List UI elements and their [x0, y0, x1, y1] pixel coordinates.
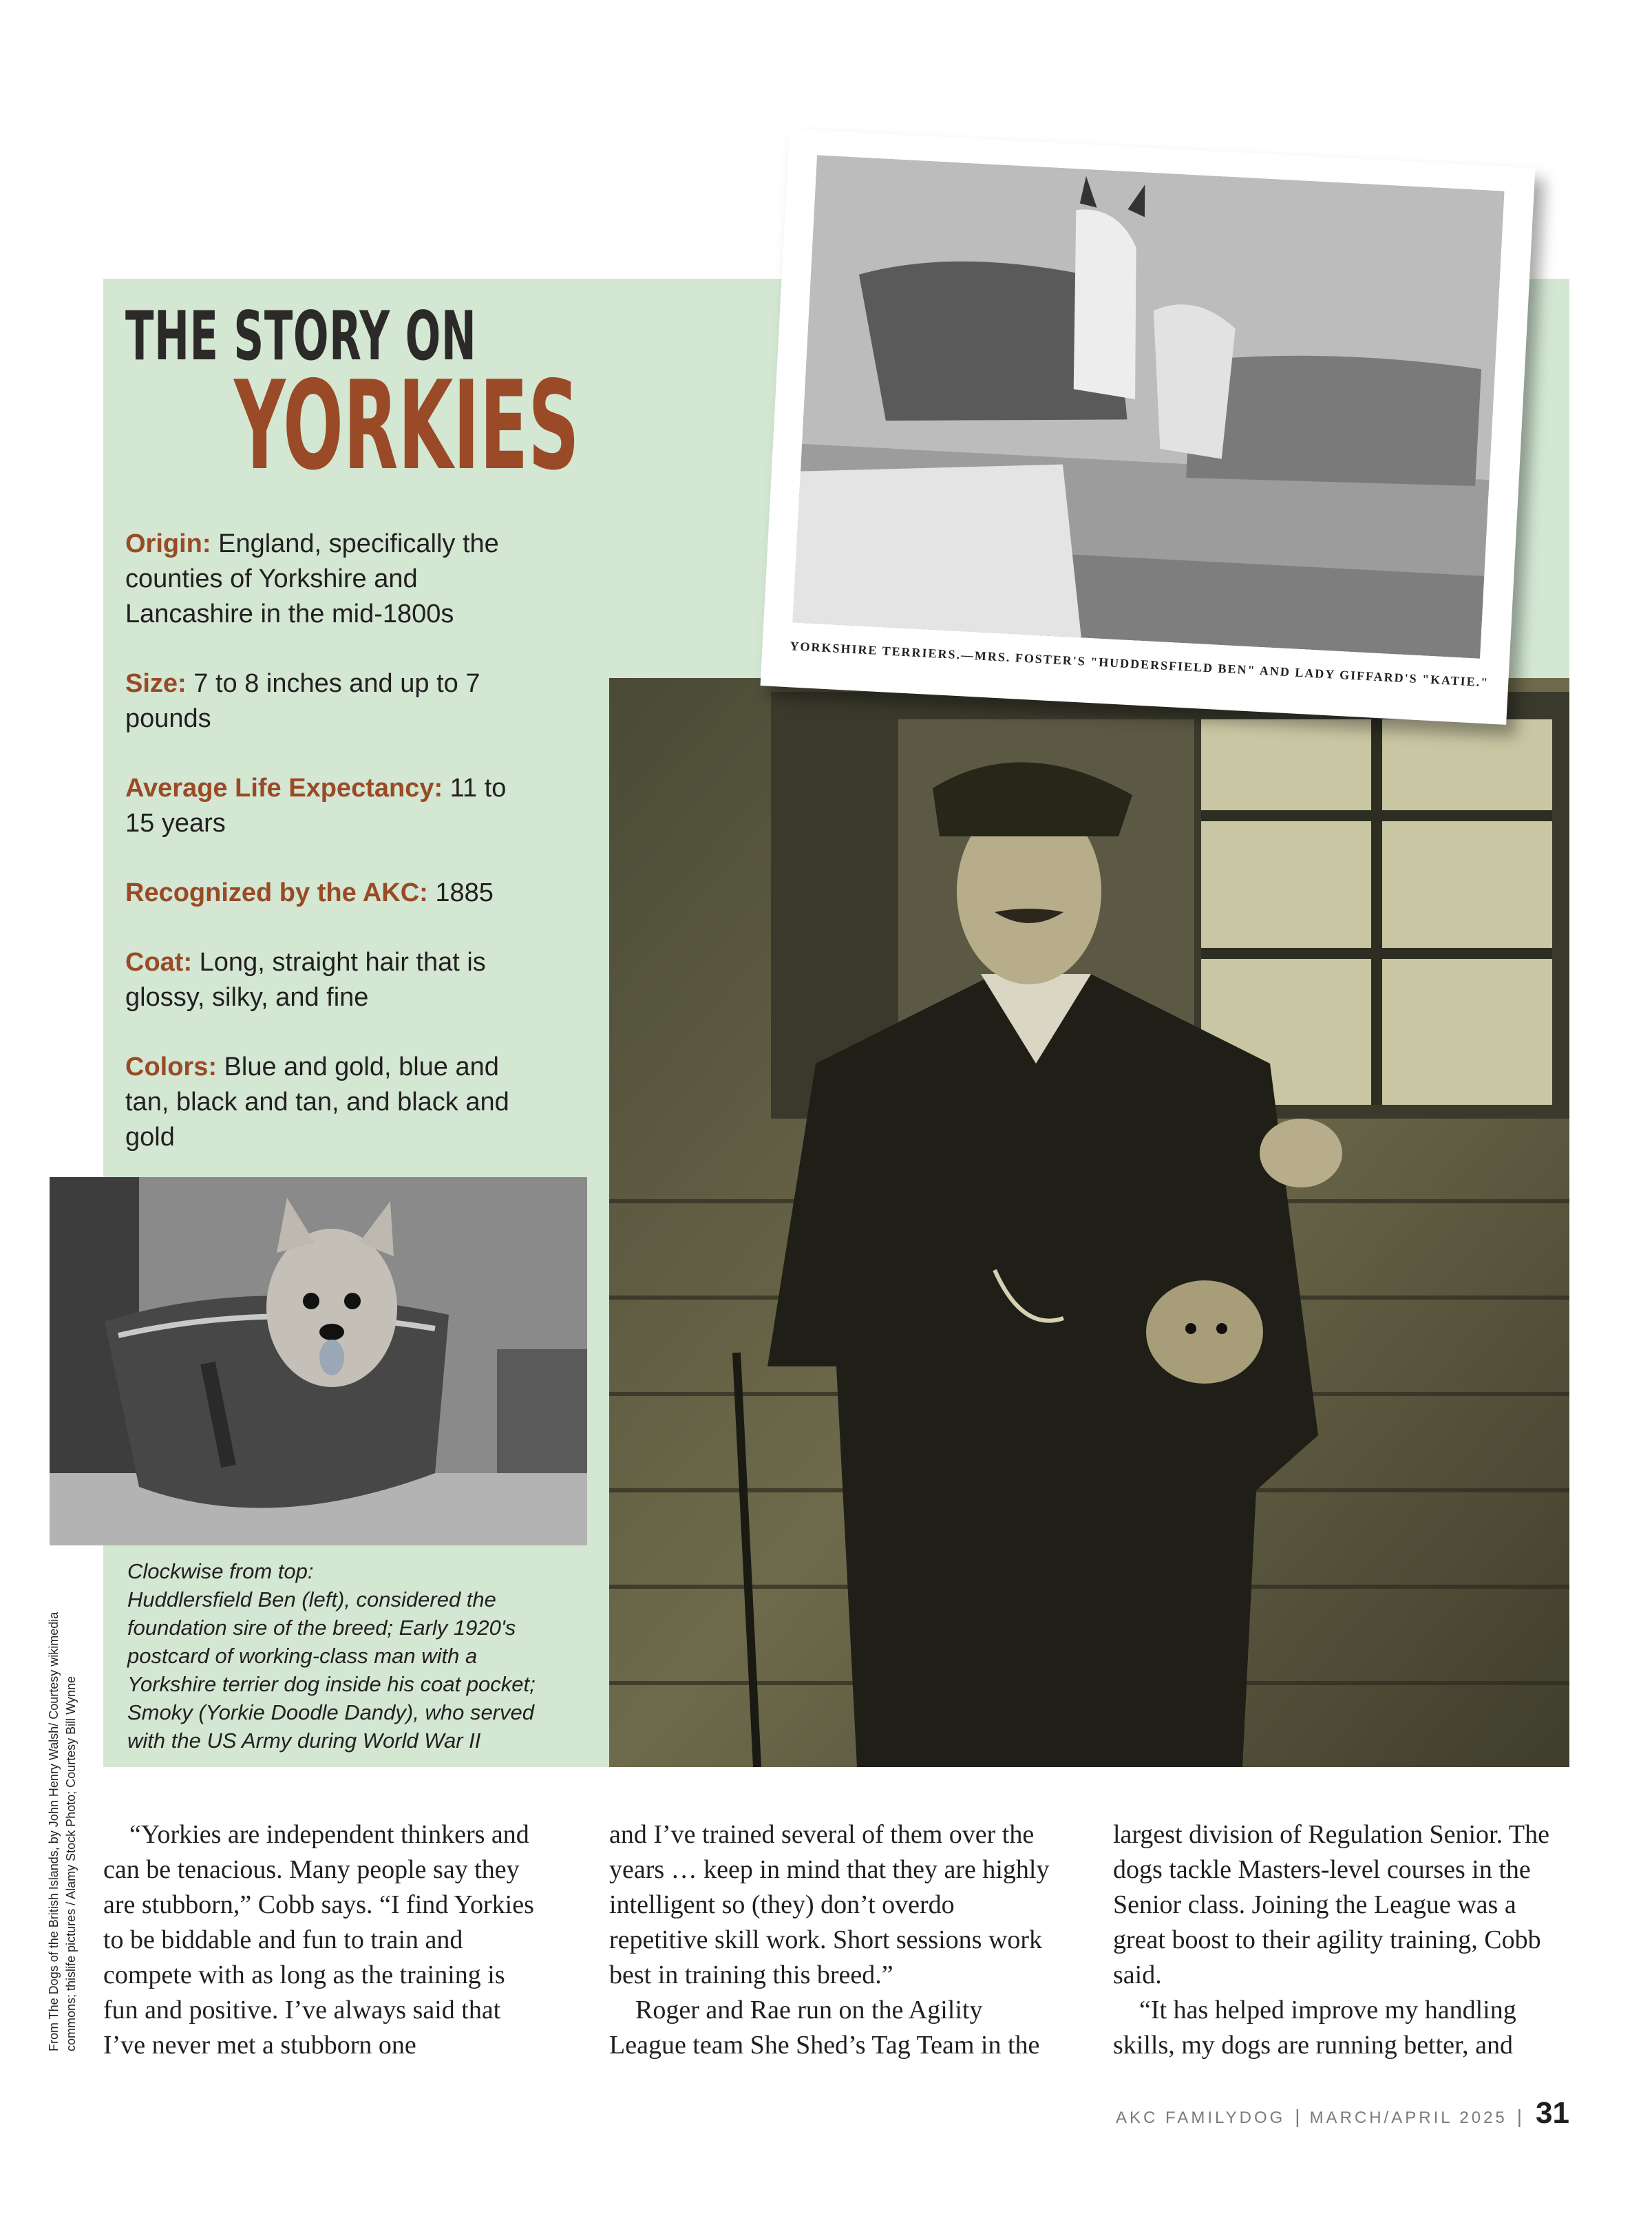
body-paragraph: “Yorkies are independent thinkers and can be tenacious. Many people say they are stubborn,” Cobb says. “I find Yorkies to be biddable and fun to train and compete with as long as the training is fun and positive. I’ve always said that I’ve never met a stubborn one: [103, 1820, 534, 2060]
photo-credit: From The Dogs of the British Islands, by John Henry Walsh/ Courtesy wikimedia commons; thislife pictures / Alamy Stock Photo; Courtesy Bill Wynne: [47, 1611, 78, 2051]
fact-value: Long, straight hair that is glossy, silky, and fine: [125, 948, 486, 1012]
fact-value: 11 to 15 years: [125, 774, 507, 838]
engraving-caption: YORKSHIRE TERRIERS.—MRS. FOSTER'S "HUDDERSFIELD BEN" AND LADY GIFFARD'S "KATIE.": [790, 639, 1490, 690]
footer-issue: MARCH/APRIL 2025: [1309, 2108, 1507, 2127]
headline-line1: THE STORY ON: [125, 297, 477, 376]
fact-colors: [125, 1050, 511, 1155]
fact-value: 1885: [427, 878, 494, 907]
body-column-2: [609, 1817, 1050, 2063]
body-column-1: [103, 1817, 544, 2063]
man-with-yorkie-photo: [609, 678, 1569, 1767]
fact-akc-recognition: [125, 876, 511, 911]
footer-divider: |: [1295, 2106, 1300, 2127]
body-paragraph: and I’ve trained several of them over the years … keep in mind that they are highly intelligent so (they) don’t overdo repetitive skill work. Short sessions work best in training this breed.”: [609, 1820, 1050, 1989]
fact-value: Blue and gold, blue and tan, black and tan, and black and gold: [125, 1053, 509, 1152]
fact-coat: [125, 945, 511, 1015]
fact-value: 7 to 8 inches and up to 7 pounds: [125, 669, 480, 733]
footer-magazine: AKC FAMILYDOG: [1116, 2108, 1286, 2127]
page-number: 31: [1536, 2096, 1569, 2130]
fact-value: England, specifically the counties of Yorkshire and Lancashire in the mid-1800s: [125, 529, 499, 628]
fact-label: Coat:: [125, 948, 193, 977]
headline-line2: YORKIES: [234, 355, 580, 497]
smoky-helmet-photo: [50, 1177, 587, 1545]
fact-size: [125, 666, 511, 737]
yorkshire-terriers-engraving: [792, 155, 1504, 658]
fact-label: Recognized by the AKC:: [125, 878, 428, 907]
fact-origin: [125, 527, 511, 632]
fact-label: Average Life Expectancy:: [125, 774, 443, 803]
photo-caption: [127, 1557, 568, 1755]
breed-facts: [125, 527, 511, 1190]
fact-label: Colors:: [125, 1053, 217, 1081]
body-paragraph: largest division of Regulation Senior. The dogs tackle Masters-level courses in the Senior class. Joining the League was a great boost to their agility training, Cobb said.: [1113, 1820, 1549, 1989]
page-footer: [1116, 2096, 1569, 2131]
fact-life-expectancy: [125, 771, 511, 841]
caption-intro: Clockwise from top:: [127, 1559, 314, 1583]
footer-divider: |: [1516, 2106, 1523, 2127]
caption-text: Huddlersfield Ben (left), considered the foundation sire of the breed; Early 1920's postcard of working-class man with a Yorkshire terrier dog inside his coat pocket; Smoky (Yorkie Doodle Dandy), who served with the US Army during World War II: [127, 1587, 536, 1753]
fact-label: Origin:: [125, 529, 211, 558]
body-column-3: [1113, 1817, 1554, 2063]
body-paragraph: “It has helped improve my handling skills, my dogs are running better, and: [1113, 1996, 1516, 2060]
engraving-card: [761, 129, 1536, 725]
body-paragraph: Roger and Rae run on the Agility League team She Shed’s Tag Team in the: [609, 1996, 1040, 2060]
fact-label: Size:: [125, 669, 187, 698]
